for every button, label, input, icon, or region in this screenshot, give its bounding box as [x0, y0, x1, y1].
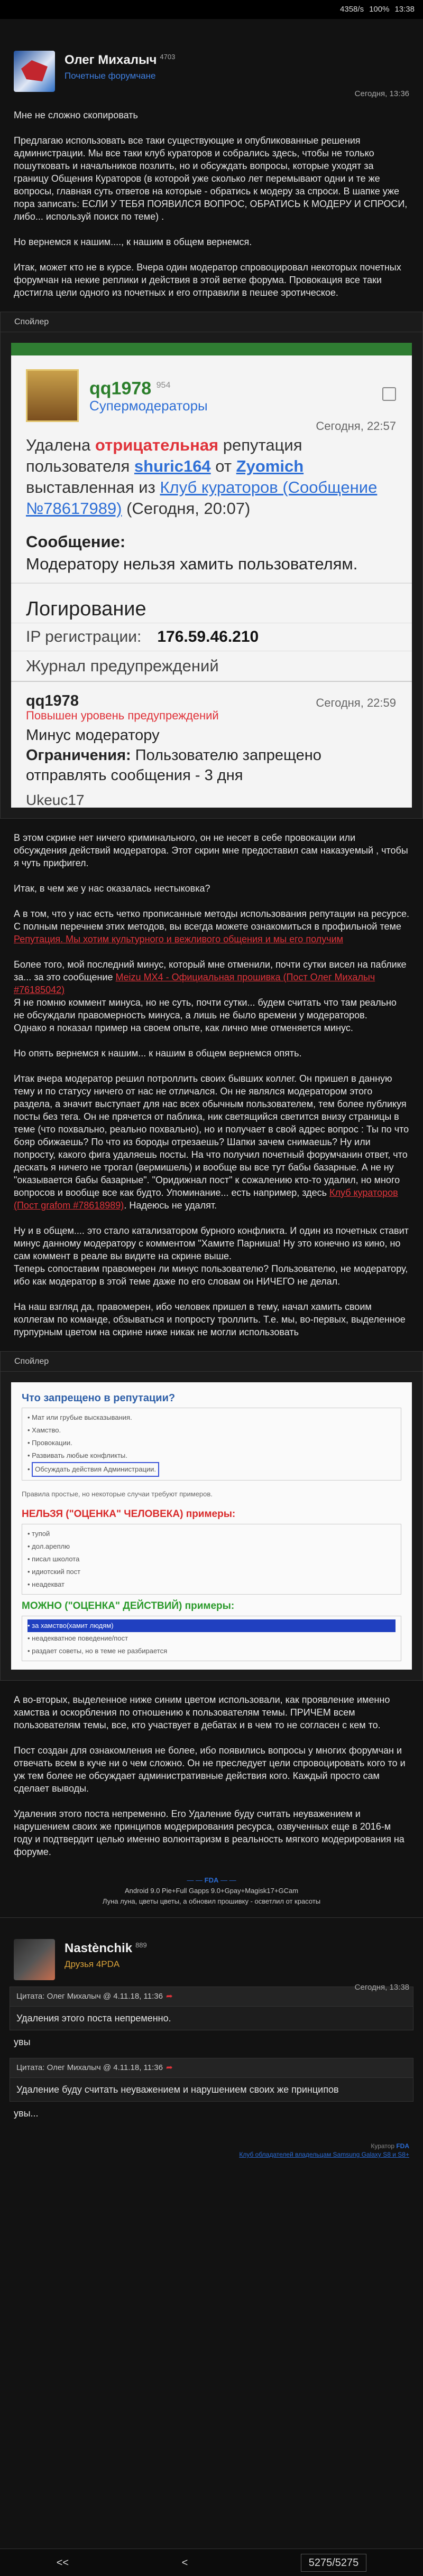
rules-note: Правила простые, но некоторые случаи требуют примеров.	[22, 1490, 213, 1498]
ip-row: IP регистрации: 176.59.46.210	[11, 623, 412, 651]
warning-user: qq1978 Сегодня, 22:59	[26, 692, 396, 709]
paragraph: Мне не сложно скопировать	[14, 110, 138, 120]
cut-row: Ukeuc17	[26, 792, 85, 808]
author-rank: Почетные форумчане	[65, 71, 156, 81]
paragraph: Более того, мой последний минус, который мне отменили, почти сутки висел на пабликe за... за это сообщение Meizu MX4 - Официальная прошивка (Пост Олег Михалыч #76185042) Я не помню коммент минуса, но не суть, почти сутки... будем считать что там реально не обсуждали правомерность минуса, а лишь не было времени у модераторов. Однако я показал пример на своем опыте, как лично мне отменяется минус.	[14, 959, 407, 1033]
club-post-link[interactable]: Клуб кураторов (Пост grafom #78618989)	[14, 1187, 398, 1211]
paragraph: А в том, что у нас есть четко прописанные методы использования репутации на ресурсе. С полным перечнем этих методов, вы всегда можете ознакомиться в профильной теме Репутация. Мы хотим культурного и вежливого общения и мы его получим	[14, 908, 409, 944]
signature-line: Android 9.0 Pie+Full Gapps 9.0+Gpay+Magisk17+GCam	[124, 1887, 299, 1895]
paragraph: Итак, в чем же у нас оказалась нестыковка?	[14, 883, 210, 894]
firmware-post-link[interactable]: Meizu MX4 - Официальная прошивка (Пост Олег Михалыч #76185042)	[14, 972, 375, 995]
author-name[interactable]: Nastènchik $^{889}$	[65, 1941, 147, 1955]
forbidden-list: • тупой • дол.ареплю • писал школота • идиотский пост • неадекват	[22, 1524, 401, 1595]
author-name[interactable]: Олег Михалыч $^{4703}$	[65, 53, 176, 67]
quote-header[interactable]: Цитата: Олег Михалыч @ 4.11.18, 11:36 ➦	[10, 1987, 413, 2007]
page-number[interactable]: 5275/5275	[301, 2554, 367, 2572]
warnings-title: Журнал предупреждений	[11, 651, 412, 682]
post	[0, 19, 423, 1917]
log-title: Логирование	[11, 584, 412, 623]
reputation-reason: Сообщение: Модератору нельзя хамить пользователям.	[11, 527, 412, 584]
post-time: Сегодня, 13:36	[354, 89, 409, 98]
avatar[interactable]	[14, 51, 55, 92]
quote-block	[10, 2058, 413, 2102]
post-body	[14, 109, 409, 1858]
spoiler-toggle[interactable]: Спойлер	[1, 1352, 422, 1372]
club-signature-link[interactable]: Клуб обладателей владельцам Samsung Galaxy S8 и S8+	[239, 2151, 409, 2158]
reputation-entry: Удалена отрицательная репутация пользователя shuric164 от Zyomich выставленная из Клуб кураторов (Сообщение №78617989) (Сегодня, 20:07)	[26, 436, 378, 518]
screenshot-time: Сегодня, 22:57	[316, 419, 396, 433]
moderator-rank: Супермодераторы	[89, 397, 208, 414]
paragraph: А во-вторых, выделенное ниже синим цветом использовали, как проявление именно хамства и оскорбления по отношению к пользователям темы. ПРИЧЕМ всем пользователям темы, все, кто участвует в дебатах и в чем то не согласен с кем то.	[14, 1694, 390, 1730]
prev-page-button[interactable]: <	[181, 2556, 188, 2569]
signature-sub: Луна луна, цветы цветы, а обновил прошивку - осветлил от красоты	[102, 1897, 321, 1905]
checkbox-icon	[382, 387, 396, 401]
fda-logo: FDA	[396, 2142, 409, 2150]
warning-text: Минус модератору Ограничения: Пользователю запрещено отправлять сообщения - 3 дня	[26, 727, 321, 784]
fda-logo: FDA	[204, 1876, 219, 1884]
signature: — — FDA — — Android 9.0 Pie+Full Gapps 9.0+Gpay+Magisk17+GCam Луна луна, цветы цветы, а обновил прошивку - осветлил от красоты	[14, 1871, 409, 1917]
warning-level: Повышен уровень предупреждений	[26, 709, 219, 722]
pagination	[0, 2549, 423, 2576]
moderator-name: qq1978 $^{954}$	[89, 378, 171, 399]
quote-body: Удаления этого поста непременно.	[16, 2013, 171, 2024]
reply-text: увы	[14, 2037, 31, 2047]
post-time: Сегодня, 13:38	[354, 1983, 409, 1992]
avatar[interactable]	[14, 1939, 55, 1980]
paragraph: Удаления этого поста непременно. Его Удаление буду считать неуважением и нарушением своих же принципов модерирования ресурса, озвученных еще в 2016-м году и подтвердит целью именно волюнтаризм в реальность мягкого модерирования на форуме.	[14, 1809, 404, 1857]
paragraph: Ну и в общем.... это стало катализатором бурного конфликта. И один из почетных ставит минус данному модератору с комментом "Хамите Парниша! Ну это конечно из кино, но сам коммент в реале вы видите на скрине выше. Теперь сопоставим правомерен ли минус пользователю? Пользователю, не модератору, ибо как модератор в этой теме даже по его словам он НИЧЕГО не делал.	[14, 1225, 409, 1287]
paragraph: Но опять вернемся к нашим... к нашим в общем вернемся опять.	[14, 1048, 302, 1058]
signature: Куратор FDA Клуб обладателей владельцам Samsung Galaxy S8 и S8+	[239, 2142, 409, 2158]
avatar	[26, 369, 79, 422]
rules-heading: Что запрещено в репутации?	[22, 1392, 176, 1404]
paragraph: Итак, может кто не в курсе. Вчера один модератор спровоцировал некоторых почетных форумчан на некие реплики и действия в этой ветке форума. Провокация все таки достигла цели одного из почетных и его отправили в пешее эротическое.	[14, 262, 401, 298]
quote-header[interactable]: Цитата: Олег Михалыч @ 4.11.18, 11:36 ➦	[10, 2058, 413, 2078]
post-header	[14, 19, 409, 109]
network-speed: 4358/s	[340, 5, 364, 14]
paragraph: Пост создан для ознакомления не более, ибо появились вопросы у многих форумчан и отвечать всем в куче ни о чем сложно. Он не преследует цели спровоцировать кого то и уж тем более не обсуждает административные действия кого. Каждый просто сам сделает выводы.	[14, 1745, 406, 1794]
author-reputation: 889	[135, 1941, 147, 1949]
spoiler-toggle[interactable]: Спойлер	[1, 312, 422, 332]
spoiler	[0, 1351, 423, 1681]
paragraph: В этом скрине нет ничего криминального, он не несет в себе провокации или обсуждения действий модератора. Этот скрин мне предоставил сам наказуемый , чтобы я чуть прифигел.	[14, 832, 408, 868]
quote-block	[10, 1987, 413, 2030]
author-reputation: 4703	[160, 53, 176, 61]
reputation-rules-link[interactable]: Репутация. Мы хотим культурного и вежливого общения и мы его получим	[14, 934, 343, 944]
quote-body: Удаление буду считать неуважением и нарушением своих же принципов	[16, 2084, 339, 2095]
paragraph: Итак вчера модератор решил потроллить своих бывших коллег. Он пришел в данную тему и по статусу ничего от нас не отличался. Он не являлся модератором этого раздела, а значит выступает для нас всех обычным пользователем, тем более публикуя посты без тега. Он не прячется от паблика, ник светящийся светится внизу страницы в теме (что похвально, реально похвально), но и получает в свой адрес вопрос : Ты по что бояр обижаешь? По что из бороды отрезаешь? Шапки зачем снимаешь? Ну или попросту, какого фига удаляешь посты. На что получил почетный форумчанин ответ, что дескать я ничего не трогал (вермишель) и вообще вы все тут бабы базарные. А не ну "оказывается бабы базарные". "Оридижнал пост" к сожалению кто-то удалил, но много вопросов и вообще все как будто. Упоминание... есть например, здесь Клуб кураторов (Пост grafom #78618989). Надеюсь не удалят.	[14, 1073, 409, 1211]
author-rank: Друзья 4PDA	[65, 1959, 120, 1969]
reply-text: увы...	[14, 2108, 39, 2119]
forbidden-heading: НЕЛЬЗЯ ("ОЦЕНКА" ЧЕЛОВЕКА) примеры:	[22, 1509, 236, 1520]
rules-list: • Мат или грубые высказывания. • Хамство. • Провокации. • Развивать любые конфликты. • Обсуждать действия Администрации.	[22, 1408, 401, 1481]
paragraph: Предлагаю использовать все таки существующие и опубликованные решения администрации. Мы все таки клуб кураторов и собрались здесь, чтобы не только пошутковать и начальников позлить, но и обсуждать вопросы, которые уходят за границу Общения Кураторов (в которой уже сколько лет перемывают одни и те же вопросы, главная суть ответов на которые - обратись к модеру за спроси. В шапке уже пора записать: ЕСЛИ У ТЕБЯ ПОЯВИЛСЯ ВОПРОС, ОБРАТИСЬ К МОДЕРУ И СПРОСИ, либо... используй поиск по теме) .	[14, 135, 408, 222]
spoiler	[0, 312, 423, 819]
paragraph: Но вернемся к нашим...., к нашим в общем вернемся.	[14, 237, 252, 247]
post-header	[14, 1918, 409, 1992]
allowed-list: • за хамство(хамит людям) • неадекватное поведение/пост • раздает советы, но в теме не разбирается	[22, 1616, 401, 1661]
allowed-heading: МОЖНО ("ОЦЕНКА" ДЕЙСТВИЙ) примеры:	[22, 1600, 235, 1612]
screenshot-rules	[11, 1382, 412, 1670]
status-bar	[0, 0, 423, 19]
clock: 13:38	[394, 5, 415, 14]
paragraph: На наш взгляд да, правомерен, ибо человек пришел в тему, начал хамить своим коллегам по команде, обзываться и попросту троллить. Т.е. мы, во-первых, выделенное пурпурным цветом на скрине ниже никак не могли использовать	[14, 1301, 406, 1337]
battery-level: 100%	[369, 5, 390, 14]
quote-arrow-icon[interactable]: ➦	[165, 1992, 173, 2001]
quote-arrow-icon[interactable]: ➦	[165, 2063, 173, 2072]
first-page-button[interactable]: <<	[56, 2556, 69, 2569]
post	[0, 1917, 423, 2175]
screenshot-reputation	[11, 343, 412, 808]
